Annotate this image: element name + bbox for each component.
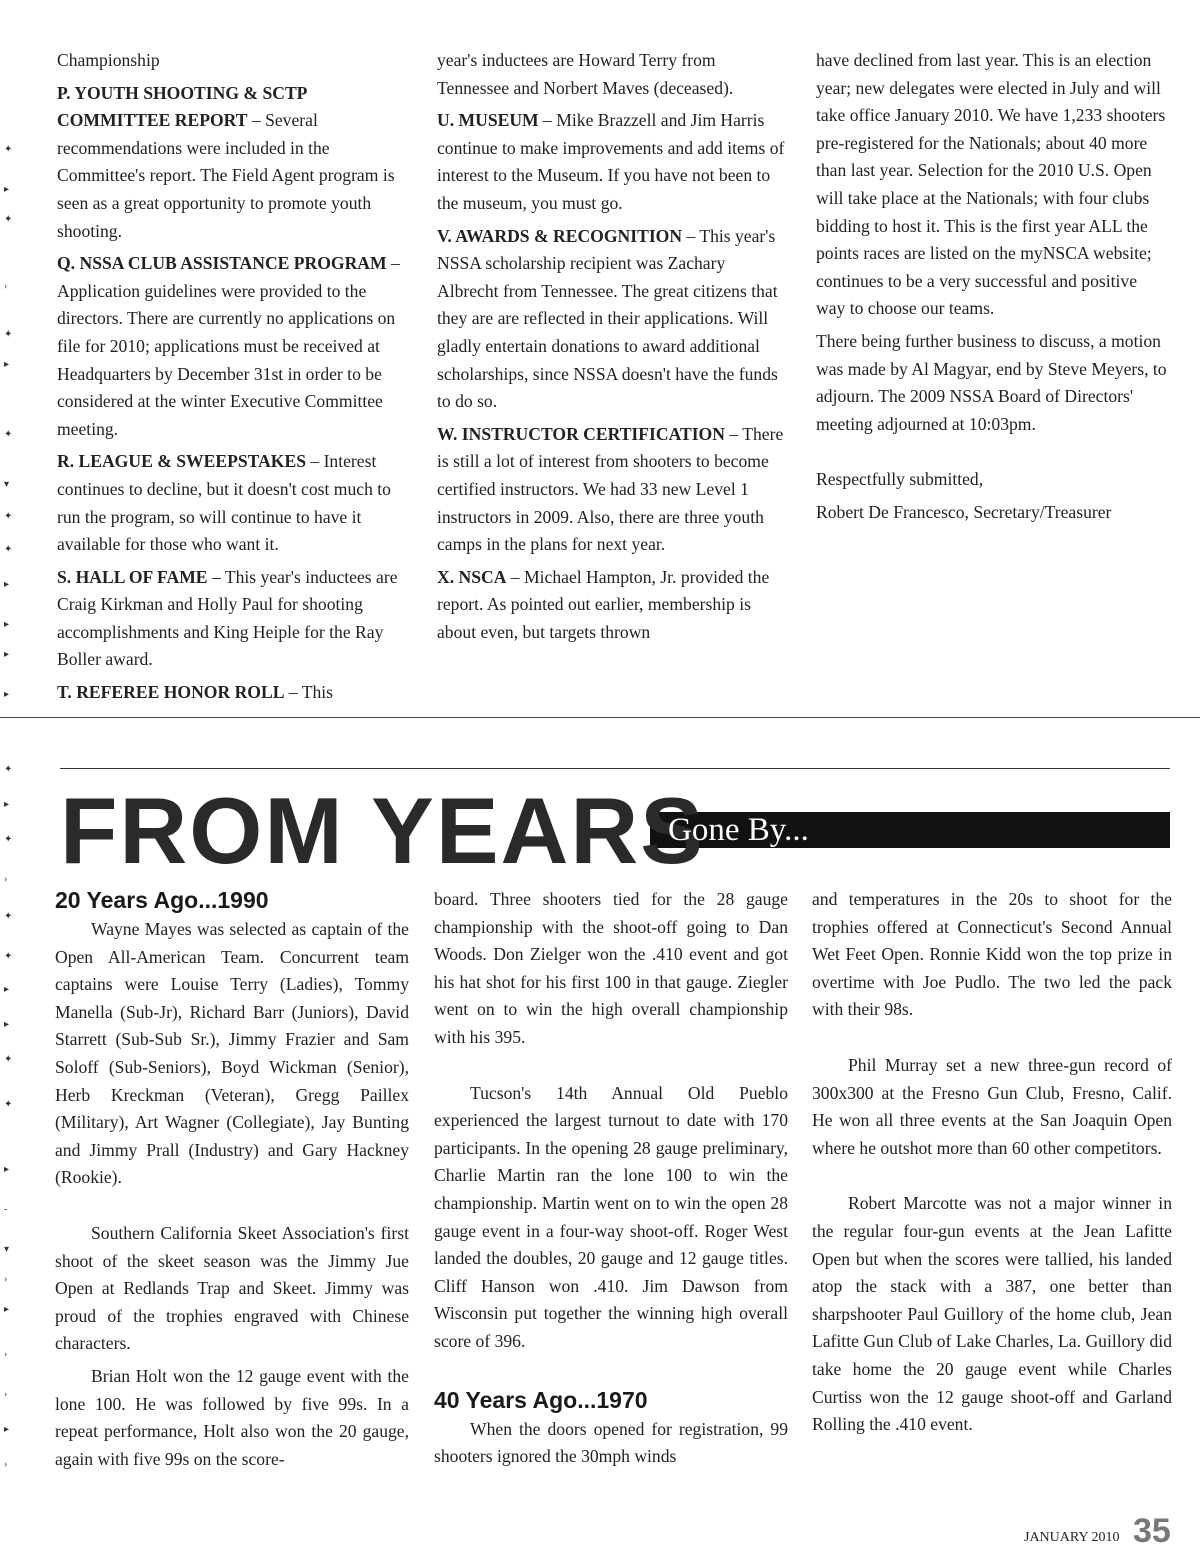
item-q-label: Q. NSSA CLUB ASSISTANCE PROGRAM (57, 253, 387, 274)
paragraph-jue-open: Southern California Skeet Association's first shoot of the skeet season was the Jimmy Jue Open at Redlands Trap and Skeet. Jimmy was proud of the trophies engraved with Chinese characters. (55, 1222, 409, 1354)
margin-scan-marks: ✦ ▸ ✦ › ✦ ▸ ✦ ▾ ✦ ✦ ▸ ▸ ▸ ▸ ✦ ▸ ✦ › ✦ ✦ ▸ ▸ ✦ ✦ ▸ - ▾ › ▸ › › ▸ › (4, 144, 13, 1470)
paragraph-wet-feet: and temperatures in the 20s to shoot for the trophies offered at Connecticut's Second Annual Wet Feet Open. Ronnie Kidd won the top prize in overtime with Joe Pudlo. The two led the pack with their 98s. (812, 889, 1172, 1020)
section-divider (60, 768, 1170, 769)
years-column-2 (434, 886, 788, 1476)
footer-issue-date: JANUARY 2010 (1024, 1530, 1120, 1545)
minutes-column-1 (57, 47, 413, 712)
years-column-1 (55, 886, 409, 1478)
item-p-text: – Several recommendations were included in the Committee's report. The Field Agent program is seen as a great opportunity to promote youth shooting. (57, 110, 395, 241)
item-x (437, 564, 787, 647)
page-number: 35 (1133, 1512, 1171, 1550)
item-t-label: T. REFEREE HONOR ROLL (57, 682, 285, 703)
item-w-text: – There is still a lot of interest from shooters to become certified instructors. We had 33 new Level 1 instructors in 2009. Also, there are three youth camps in the plans for next year. (437, 423, 784, 555)
item-s-label: S. HALL OF FAME (57, 566, 208, 587)
minutes-column-2 (437, 47, 787, 651)
item-p (57, 80, 413, 246)
signoff-line: Respectfully submitted, (816, 469, 984, 490)
heading-20-years: 20 Years Ago...1990 (55, 887, 269, 913)
item-r (57, 448, 413, 558)
item-s-text: – This year's inductees are Craig Kirkman and Holly Paul for shooting accomplishments and King Heiple for the Ray Boller award. (57, 566, 398, 670)
minutes-column-3 (816, 47, 1168, 532)
paragraph-registration: When the doors opened for registration, 99 shooters ignored the 30mph winds (434, 1418, 788, 1467)
item-w (437, 421, 787, 559)
item-u-label: U. MUSEUM (437, 110, 539, 131)
item-w-label: W. INSTRUCTOR CERTIFICATION (437, 423, 725, 444)
item-x-label: X. NSCA (437, 566, 507, 587)
item-s (57, 564, 413, 674)
item-u-text: – Mike Brazzell and Jim Harris continue to make improvements and add items of interest to the Museum. If you have not been to the museum, you must go. (437, 110, 785, 213)
scan-edge-line (0, 717, 1200, 718)
item-q-text: – Application guidelines were provided to the directors. There are currently no applications on file for 2010; applications must be received at Headquarters by December 31st in order to be considered at the winter Executive Committee meeting. (57, 253, 400, 439)
item-t (57, 679, 413, 707)
paragraph-murray: Phil Murray set a new three-gun record of 300x300 at the Fresno Gun Club, Fresno, Calif. He won all three events at the San Joaquin Open where he outshot more than 60 other competitors. (812, 1054, 1172, 1158)
item-x-text: – Michael Hampton, Jr. provided the report. As pointed out earlier, membership is about even, but targets thrown (437, 566, 770, 642)
paragraph-scoreboard: board. Three shooters tied for the 28 gauge championship with the shoot-off going to Dan Woods. Don Zielger won the .410 event and got his hat shot for his first 100 in that gauge. Ziegler went on to win the high overall championship with his 395. (434, 889, 788, 1047)
years-column-3 (812, 886, 1172, 1444)
paragraph-old-pueblo: Tucson's 14th Annual Old Pueblo experienced the largest turnout to date with 170 participants. In the opening 28 gauge preliminary, Charlie Martin ran the lone 100 to win the championship. Martin went on to win the open 28 gauge event in a four-way shoot-off. Roger West landed the doubles, 20 gauge and 12 gauge titles. Cliff Hanson won .410. Jim Dawson from Wisconsin put together the winning high overall score of 396. (434, 1082, 788, 1351)
item-v (437, 223, 787, 416)
item-v-label: V. AWARDS & RECOGNITION (437, 225, 683, 246)
nsca-continued: have declined from last year. This is an election year; new delegates were elected in July and will take office January 2010. We have 1,233 shooters pre-registered for the Nationals; about 40 more than last year. Selection for the 2010 U.S. Open will take place at the Nationals; with four clubs bidding to host it. This is the first year ALL the points races are listed on the myNSCA website; continues to be a very successful and positive way to choose our teams. (816, 50, 1166, 319)
paragraph-holt: Brian Holt won the 12 gauge event with the lone 100. He was followed by five 99s. In a repeat performance, Holt also won the 20 gauge, again with five 99s on the score- (55, 1365, 409, 1469)
championship-line: Championship (57, 50, 160, 70)
item-r-text: – Interest continues to decline, but it doesn't cost much to run the program, so will continue to have it available for those who want it. (57, 451, 391, 555)
banner-title: FROM YEARS (60, 778, 705, 883)
item-q (57, 250, 413, 443)
item-u (437, 107, 787, 217)
paragraph-mayes: Wayne Mayes was selected as captain of the Open All-American Team. Concurrent team captains were Louise Terry (Ladies), Tommy Manella (Sub-Jr), Richard Barr (Juniors), David Starrett (Sub-Sub Sr.), Jimmy Frazier and Sam Soloff (Sub-Seniors), Boyd Wickman (Senior), Herb Kreckman (Veteran), Gregg Paillex (Military), Art Wagner (Collegiate), Jay Bunting and Jimmy Prall (Industry) and Gary Hackney (Rookie). (55, 919, 409, 1188)
heading-40-years: 40 Years Ago...1970 (434, 1386, 648, 1413)
item-r-label: R. LEAGUE & SWEEPSTAKES (57, 451, 306, 472)
adjourn-paragraph: There being further business to discuss, a motion was made by Al Magyar, end by Steve Meyers, to adjourn. The 2009 NSSA Board of Directors' meeting adjourned at 10:03pm. (816, 330, 1167, 434)
paragraph-marcotte: Robert Marcotte was not a major winner in the regular four-gun events at the Jean Lafitte Open but when the scores were tallied, his landed atop the stack with a 387, one better than sharpshooter Paul Guillory of the home club, Jean Lafitte Gun Club of Lake Charles, La. Guillory did take home the 20 gauge event while Charles Curtiss won the 12 gauge shoot-off and Garland Rolling the .410 event. (812, 1193, 1172, 1435)
inductees-line: year's inductees are Howard Terry from Tennessee and Norbert Maves (deceased). (437, 50, 734, 98)
item-p-label: P. YOUTH SHOOTING & SCTP COMMITTEE REPORT (57, 82, 307, 131)
item-v-text: – This year's NSSA scholarship recipient was Zachary Albrecht from Tennessee. The great citizens that they are are reflected in their applications. Will gladly entertain donations to award additional scholarships, since NSSA doesn't have the funds to do so. (437, 225, 778, 412)
banner-subtitle: Gone By... (668, 812, 809, 848)
signoff-name: Robert De Francesco, Secretary/Treasurer (816, 501, 1112, 522)
item-t-text: – This (284, 682, 334, 703)
